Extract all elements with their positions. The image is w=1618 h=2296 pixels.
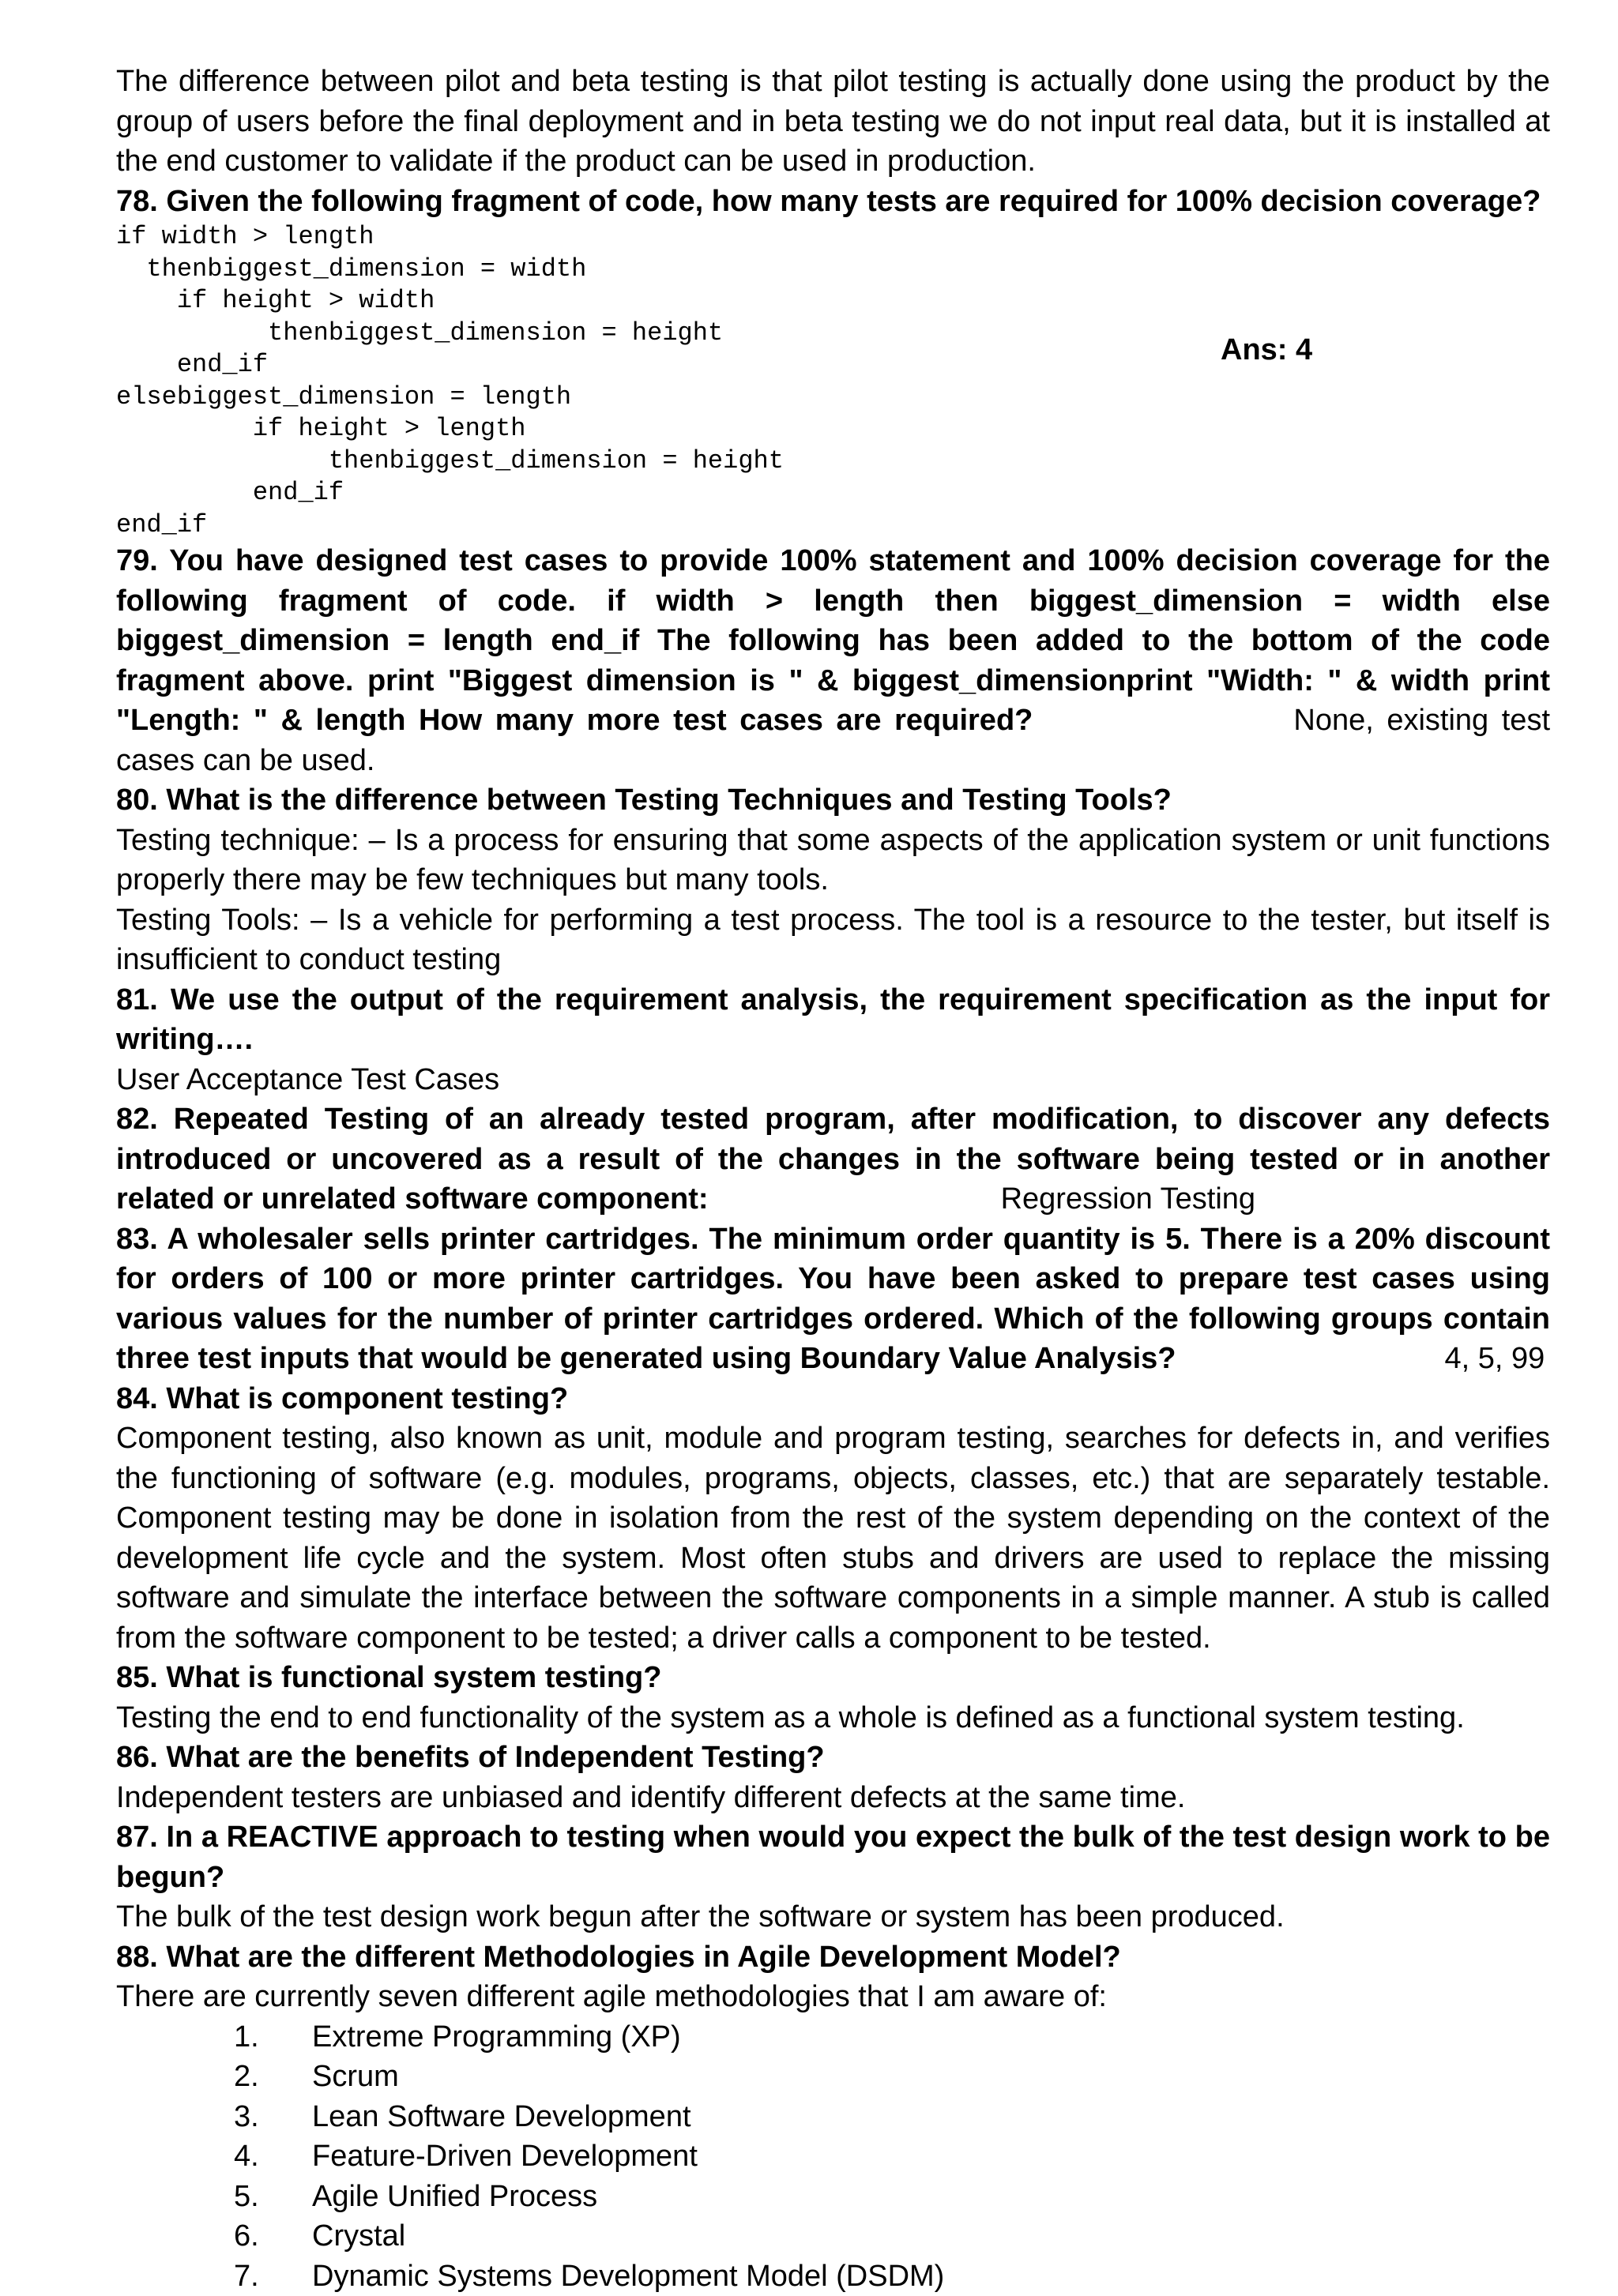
- code-block-78-wrapper: [116, 221, 1550, 541]
- answer-87: The bulk of the test design work begun after the software or system has been produced.: [116, 1897, 1550, 1937]
- question-81: 81. We use the output of the requirement analysis, the requirement specification as the input for writing….: [116, 980, 1550, 1060]
- question-79-text: 79. You have designed test cases to provide 100% statement and 100% decision coverage for the following fragment of code. if width > length then biggest_dimension = width else biggest_dimension = length end_if The following has been added to the bottom of the code fragment above. print "Biggest dimension is " & biggest_dimensionprint "Width: " & width print "Length: " & length How many more test cases are required?: [116, 544, 1550, 737]
- list-item: [116, 2057, 1550, 2097]
- answer-86: Independent testers are unbiased and identify different defects at the same time.: [116, 1778, 1550, 1818]
- list-item-number: 4.: [234, 2136, 259, 2177]
- list-item: [116, 2257, 1550, 2296]
- list-item-label: Crystal: [312, 2219, 405, 2253]
- list-item-label: Scrum: [312, 2060, 399, 2093]
- list-item-label: Dynamic Systems Development Model (DSDM): [312, 2260, 944, 2293]
- answer-88-intro: There are currently seven different agile methodologies that I am aware of:: [116, 1977, 1550, 2017]
- answer-80-tools: Testing Tools: – Is a vehicle for performing a test process. The tool is a resource to the tester, but itself is insufficient to conduct testing: [116, 900, 1550, 980]
- question-85: 85. What is functional system testing?: [116, 1658, 1550, 1698]
- list-item-label: Extreme Programming (XP): [312, 2020, 681, 2054]
- question-82: [116, 1099, 1550, 1219]
- list-item-label: Lean Software Development: [312, 2100, 691, 2133]
- question-83: [116, 1219, 1550, 1379]
- answer-78: Ans: 4: [1221, 330, 1312, 370]
- list-item-number: 3.: [234, 2097, 259, 2137]
- list-item: [116, 2097, 1550, 2137]
- question-83-text: 83. A wholesaler sells printer cartridges. The minimum order quantity is 5. There is a 20% discount for orders of 100 or more printer cartridges. You have been asked to prepare test cases using various values for the number of printer cartridges ordered. Which of the following groups contain three test inputs that would be generated using Boundary Value Analysis?: [116, 1223, 1550, 1376]
- list-item-number: 7.: [234, 2257, 259, 2296]
- question-87: 87. In a REACTIVE approach to testing when would you expect the bulk of the test design work to be begun?: [116, 1817, 1550, 1897]
- list-item: [116, 2177, 1550, 2217]
- list-item: [116, 2017, 1550, 2057]
- question-79: [116, 541, 1550, 780]
- answer-85: Testing the end to end functionality of the system as a whole is defined as a functional system testing.: [116, 1698, 1550, 1738]
- list-item-label: Agile Unified Process: [312, 2180, 597, 2213]
- answer-82: Regression Testing: [1001, 1182, 1255, 1216]
- list-item-number: 2.: [234, 2057, 259, 2097]
- list-item-label: Feature-Driven Development: [312, 2140, 698, 2173]
- question-82-text: 82. Repeated Testing of an already tested program, after modification, to discover any defects introduced or uncovered as a result of the changes in the software being tested or in another related or unrelated software component:: [116, 1103, 1550, 1216]
- list-item-number: 6.: [234, 2216, 259, 2257]
- answer-83: 4, 5, 99: [1445, 1342, 1545, 1375]
- answer-81: User Acceptance Test Cases: [116, 1060, 1550, 1100]
- document-page: [116, 62, 1550, 2296]
- answer-79: None, existing test cases can be used.: [116, 704, 1550, 777]
- intro-paragraph: The difference between pilot and beta testing is that pilot testing is actually done using the product by the group of users before the final deployment and in beta testing we do not input real data, but it is installed at the end customer to validate if the product can be used in production.: [116, 62, 1550, 182]
- list-item: [116, 2216, 1550, 2257]
- question-86: 86. What are the benefits of Independent Testing?: [116, 1738, 1550, 1778]
- question-88: 88. What are the different Methodologies in Agile Development Model?: [116, 1937, 1550, 1978]
- agile-methodologies-list: [116, 2017, 1550, 2296]
- question-84: 84. What is component testing?: [116, 1379, 1550, 1419]
- answer-80-technique: Testing technique: – Is a process for ensuring that some aspects of the application system or unit functions properly there may be few techniques but many tools.: [116, 821, 1550, 900]
- list-item: [116, 2136, 1550, 2177]
- answer-84: Component testing, also known as unit, module and program testing, searches for defects in, and verifies the functioning of software (e.g. modules, programs, objects, classes, etc.) that are separately testable. Component testing may be done in isolation from the rest of the system depending on the context of the development life cycle and the system. Most often stubs and drivers are used to replace the missing software and simulate the interface between the software components in a simple manner. A stub is called from the software component to be tested; a driver calls a component to be tested.: [116, 1419, 1550, 1658]
- question-80: 80. What is the difference between Testing Techniques and Testing Tools?: [116, 780, 1550, 821]
- list-item-number: 1.: [234, 2017, 259, 2057]
- list-item-number: 5.: [234, 2177, 259, 2217]
- question-78: 78. Given the following fragment of code, how many tests are required for 100% decision coverage?: [116, 182, 1550, 222]
- code-block-78: if width > length thenbiggest_dimension = width if height > width thenbiggest_dimension = height end_if elsebiggest_dimension = length if height > length thenbiggest_dimension = height end_if end_if: [116, 221, 1550, 541]
